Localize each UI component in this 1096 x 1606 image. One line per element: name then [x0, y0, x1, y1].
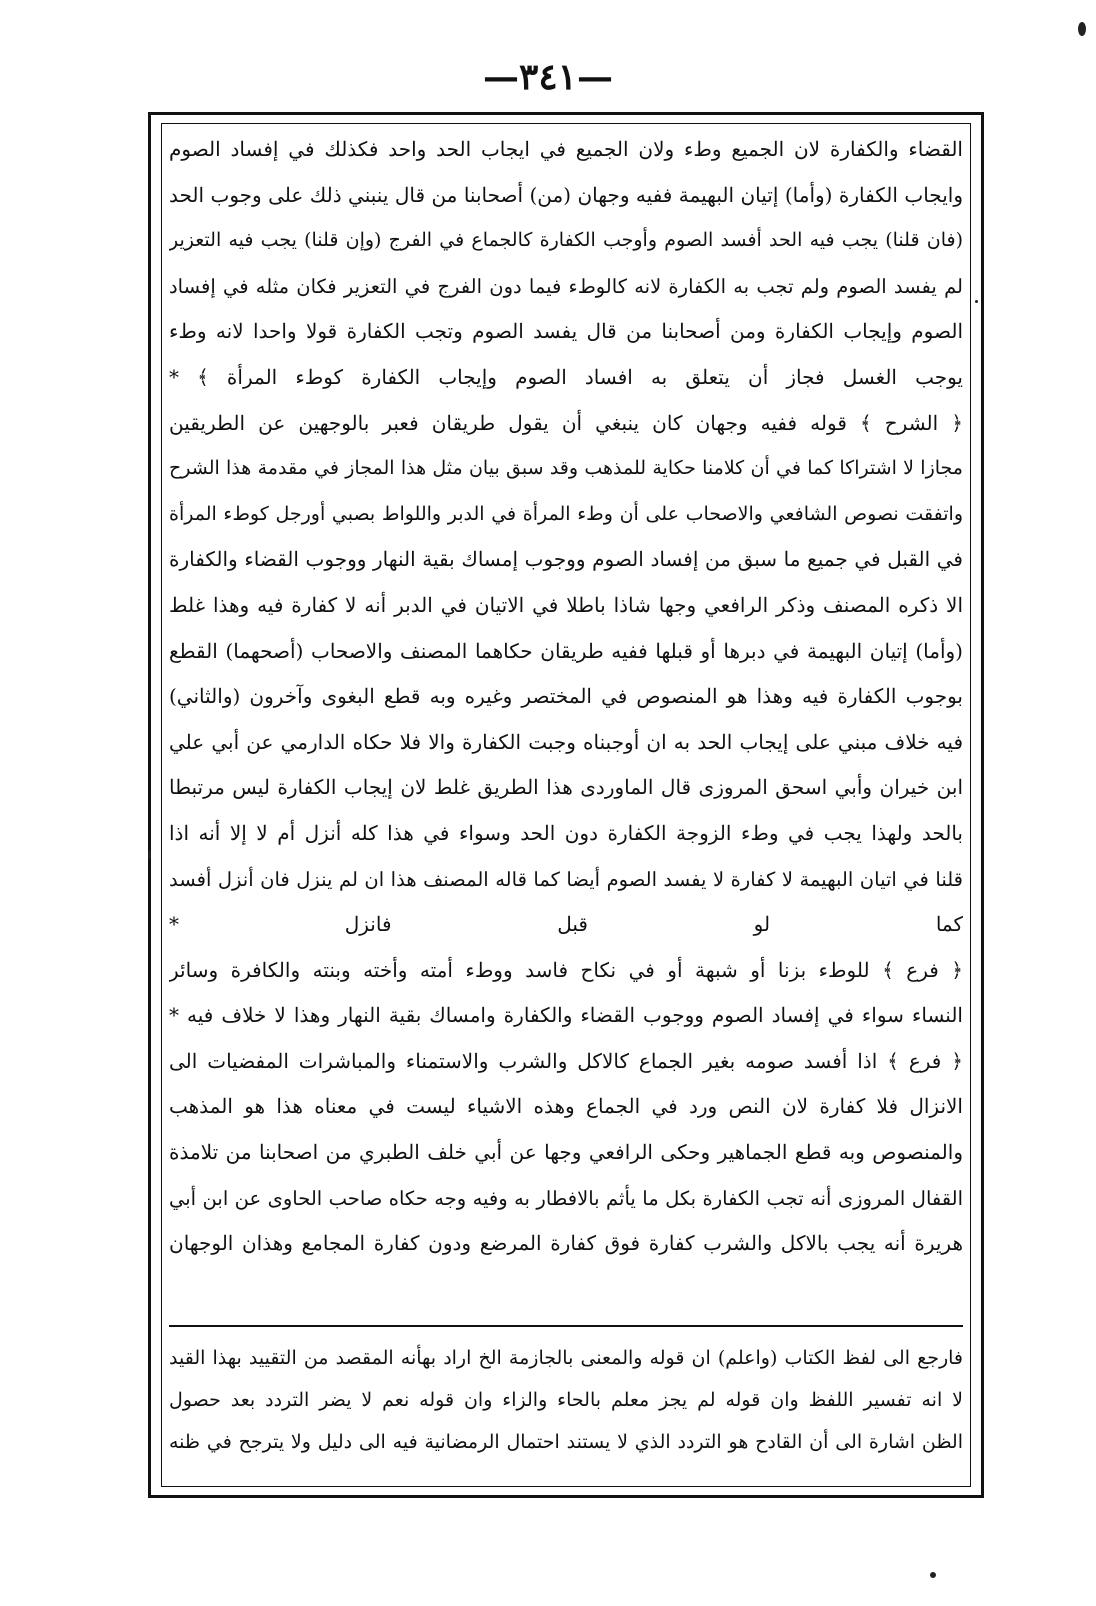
- page-number: —٣٤١—: [482, 56, 613, 98]
- footnote-block: [169, 1337, 963, 1463]
- text-line: ﴿ فرع ﴾ اذا أفسد صومه بغير الجماع كالاكل والشرب والاستمناء والمباشرات المفضيات الى: [169, 1048, 963, 1073]
- footnote-line: فارجع الى لفظ الكتاب (واعلم) ان قوله والمعنى بالجازمة الخ اراد بهأنه المقصد من التقييد بهذا القيد: [169, 1347, 963, 1369]
- footnote-divider: [169, 1325, 963, 1327]
- footnote-line: الظن اشارة الى أن القادح هو التردد الذي لا يستند احتمال الرمضانية فيه الى دليل ولا يترجح في ظنه: [169, 1431, 963, 1453]
- scan-speck: [930, 1572, 936, 1578]
- text-line: النساء سواء في إفساد الصوم ووجوب القضاء والكفارة وامساك بقية النهار وهذا لا خلاف فيه *: [169, 1003, 963, 1028]
- text-line: بالحد ولهذا يجب في وطء الزوجة الكفارة دون الحد وسواء في هذا كله أنزل أم لا إلا أنه اذا: [169, 820, 963, 845]
- text-line: (فان قلنا) يجب فيه الحد أفسد الصوم وأوجب الكفارة كالجماع في الفرج (وإن قلنا) يجب فيه التعزير: [169, 229, 963, 252]
- text-line: هريرة أنه يجب بالاكل والشرب كفارة فوق كفارة المرضع ودون كفارة المجامع وهذان الوجهان: [169, 1231, 963, 1256]
- text-line: ابن خيران وأبي اسحق المروزى قال الماوردى هذا الطريق غلط لان إيجاب الكفارة ليس مرتبطا: [169, 775, 963, 800]
- text-line: (وأما) إتيان البهيمة في دبرها أو قبلها ففيه طريقان حكاهما المصنف والاصحاب (أصحهما) القطع: [169, 638, 963, 663]
- text-line: بوجوب الكفارة فيه وهذا هو المنصوص في المختصر وغيره وبه قطع البغوى وآخرون (والثاني): [169, 684, 963, 709]
- scan-speck: [1078, 22, 1086, 36]
- text-line: مجازا لا اشتراكا كما في أن كلامنا حكاية للمذهب وقد سبق بيان مثل هذا المجاز في مقدمة هذا الشرح: [169, 457, 963, 480]
- text-line: فيه خلاف مبني على إيجاب الحد به ان أوجبناه وجبت الكفارة والا فلا حكاه الدارمي عن أبي علي: [169, 729, 963, 754]
- main-text-block: [169, 127, 963, 1267]
- text-line: في القبل في جميع ما سبق من إفساد الصوم ووجوب إمساك بقية النهار ووجوب القضاء والكفارة: [169, 547, 963, 572]
- text-line: والمنصوص وبه قطع الجماهير وحكى الرافعي وجها عن أبي خلف الطبري من اصحابنا من تلامذة: [169, 1140, 963, 1165]
- text-line: الصوم وإيجاب الكفارة ومن أصحابنا من قال يفسد الصوم وتجب الكفارة قولا واحدا لانه وطء: [169, 319, 963, 344]
- text-line: القفال المروزى أنه تجب الكفارة بكل ما يأثم بالافطار به وفيه وجه حكاه صاحب الحاوى عن ابن أبي: [169, 1186, 963, 1210]
- text-line: وايجاب الكفارة (وأما) إتيان البهيمة ففيه وجهان (من) أصحابنا من قال ينبني ذلك على وجوب الحد: [169, 182, 963, 207]
- text-line: ﴿ فرع ﴾ للوطء بزنا أو شبهة أو في نكاح فاسد ووطء أمته وأخته وبنته والكافرة وسائر: [169, 957, 963, 982]
- text-line: قلنا في اتيان البهيمة لا كفارة لا يفسد الصوم أيضا كما قاله المصنف هذا ان لم ينزل فان أنزل أفسد: [169, 867, 963, 891]
- text-line: واتفقت نصوص الشافعي والاصحاب على أن وطء المرأة في الدبر واللواط بصبي أورجل كوطء المرأة: [169, 502, 963, 525]
- scan-speck: [148, 850, 151, 860]
- footnote-line: لا انه تفسير اللفظ وان قوله لم يجز معلم بالحاء والزاء وان قوله نعم لا يضر التردد بعد حصول: [169, 1389, 963, 1411]
- page-frame: [148, 112, 984, 1498]
- text-line: الانزال فلا كفارة لان النص ورد في الجماع وهذه الاشياء ليست في معناه هذا هو المذهب: [169, 1094, 963, 1119]
- text-line: يوجب الغسل فجاز أن يتعلق به افساد الصوم وإيجاب الكفارة كوطء المرأة ﴾ *: [169, 364, 963, 389]
- text-line: القضاء والكفارة لان الجميع وطء ولان الجميع في ايجاب الحد واحد فكذلك في إفساد الصوم: [169, 137, 963, 161]
- text-line: كما لو قبل فانزل *: [169, 912, 963, 937]
- text-line: لم يفسد الصوم ولم تجب به الكفارة لانه كالوطء فيما دون الفرج في التعزير فكان مثله في إفساد: [169, 274, 963, 298]
- scan-speck: [975, 300, 978, 303]
- text-line: الا ذكره المصنف وذكر الرافعي وجها شاذا باطلا في الاتيان في الدبر أنه لا كفارة فيه وهذا غلط: [169, 592, 963, 617]
- text-line: ﴿ الشرح ﴾ قوله ففيه وجهان كان ينبغي أن يقول طريقان فعبر بالوجهين عن الطريقين: [169, 410, 963, 435]
